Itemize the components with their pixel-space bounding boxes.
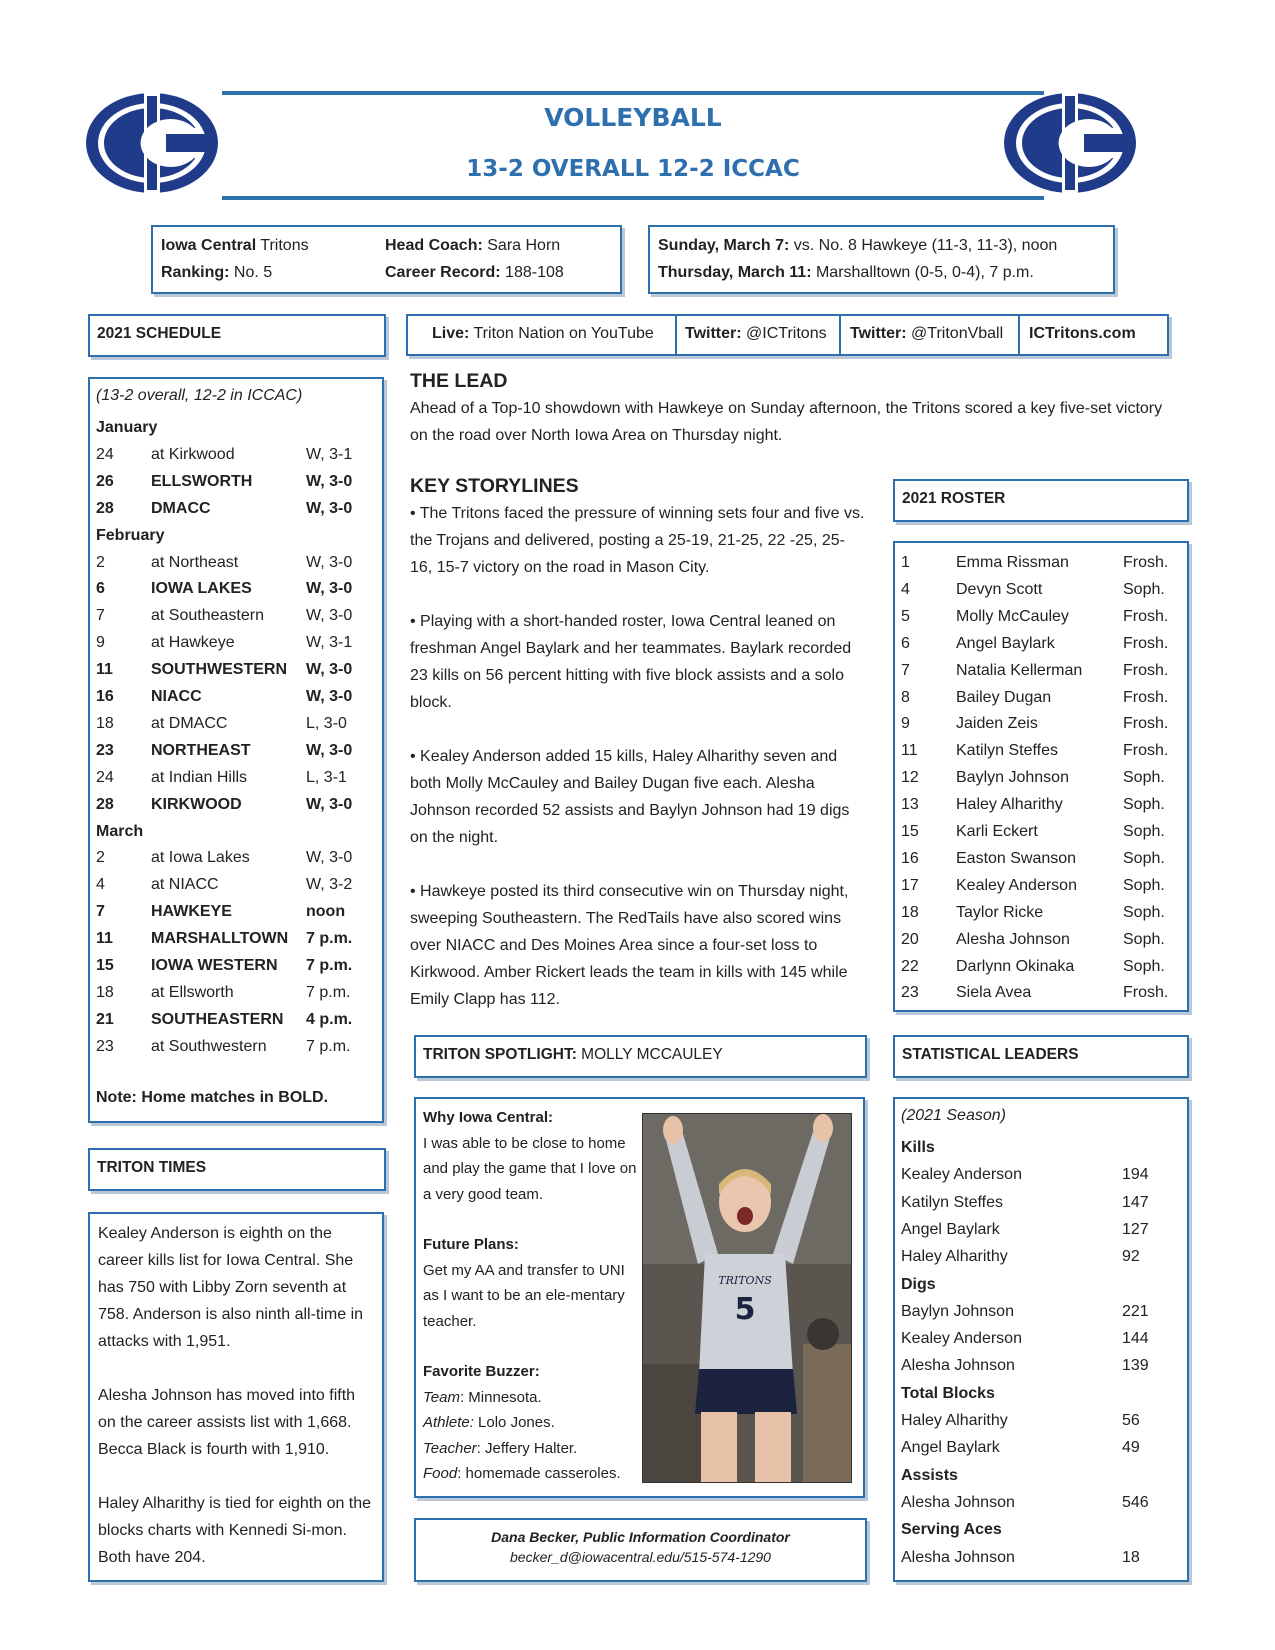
roster-name: Jaiden Zeis	[956, 715, 1038, 733]
leader-value: 49	[1122, 1439, 1140, 1457]
roster-name: Angel Baylark	[956, 634, 1055, 652]
roster-row	[901, 872, 1181, 899]
leader-value: 144	[1122, 1330, 1149, 1348]
buzzer-food: Food: homemade casseroles.	[423, 1465, 621, 1482]
schedule-home-note: Note: Home matches in BOLD.	[96, 1089, 329, 1106]
schedule-row	[96, 952, 376, 979]
schedule-month-label: March	[96, 822, 144, 840]
schedule-row	[96, 925, 376, 952]
leaders-category-label: Serving Aces	[901, 1521, 1002, 1539]
spotlight-box	[414, 1097, 865, 1498]
leaders-row	[901, 1216, 1181, 1243]
schedule-day: 16	[96, 688, 114, 705]
lead-text: Ahead of a Top-10 showdown with Hawkeye on Sunday afternoon, the Tritons scored a key five-set victory on the road over North Iowa Area on Thursday night.	[410, 400, 1163, 444]
triton-times-box	[88, 1212, 384, 1582]
leader-name: Angel Baylark	[901, 1220, 1000, 1238]
roster-year: Soph.	[1123, 930, 1165, 948]
schedule-row	[96, 764, 376, 791]
roster-number: 15	[901, 823, 919, 840]
roster-row	[901, 845, 1181, 872]
schedule-day: 4	[96, 876, 105, 894]
roster-name: Kealey Anderson	[956, 876, 1077, 894]
lead-section	[410, 370, 1170, 449]
leaders-category-label: Assists	[901, 1466, 958, 1484]
schedule-day: 2	[96, 849, 105, 867]
leaders-row	[901, 1161, 1181, 1188]
schedule-opponent: KIRKWOOD	[151, 795, 242, 813]
roster-number: 11	[901, 742, 918, 760]
twitter-tritonvball-link[interactable]: Twitter: @TritonVball	[850, 325, 1004, 342]
schedule-row	[96, 737, 376, 764]
roster-year: Soph.	[1123, 876, 1165, 894]
schedule-opponent: HAWKEYE	[151, 903, 232, 921]
schedule-opponent: at Southeastern	[151, 607, 264, 625]
roster-name: Emma Rissman	[956, 554, 1069, 571]
leader-name: Baylyn Johnson	[901, 1302, 1014, 1320]
leader-name: Kealey Anderson	[901, 1166, 1022, 1184]
roster-name: Baylyn Johnson	[956, 769, 1069, 787]
plans-text: Get my AA and transfer to UNI as I want to be an ele-mentary teacher.	[423, 1261, 625, 1330]
roster-year: Soph.	[1123, 796, 1165, 814]
media-links-bar	[406, 314, 1169, 356]
roster-name: Siela Avea	[956, 984, 1032, 1002]
roster-number: 6	[901, 634, 910, 652]
triton-times-paragraph: Haley Alharithy is tied for eighth on the blocks charts with Kennedi Si-mon. Both have 204.	[98, 1495, 372, 1566]
schedule-result: W, 3-0	[306, 741, 353, 759]
leaders-category	[901, 1516, 1181, 1543]
schedule-day: 24	[96, 768, 114, 786]
triton-times-heading: TRITON TIMES	[88, 1148, 386, 1191]
schedule-result: 4 p.m.	[306, 1010, 353, 1028]
schedule-opponent: IOWA WESTERN	[151, 957, 278, 974]
schedule-opponent: SOUTHWESTERN	[151, 661, 287, 679]
spotlight-qa	[423, 1105, 643, 1487]
why-text: I was able to be close to home and play the game that I love on a very good team.	[423, 1134, 637, 1203]
schedule-opponent: DMACC	[151, 499, 211, 517]
leaders-category	[901, 1380, 1181, 1407]
leaders-row	[901, 1298, 1181, 1325]
leaders-list	[901, 1134, 1181, 1574]
spotlight-heading: TRITON SPOTLIGHT: MOLLY MCCAULEY	[414, 1035, 867, 1078]
schedule-opponent: ELLSWORTH	[151, 472, 253, 490]
schedule-result: L, 3-1	[306, 768, 347, 786]
roster-row	[901, 899, 1181, 926]
schedule-opponent: at Hawkeye	[151, 634, 235, 652]
jersey-text: TRITONS	[718, 1274, 772, 1287]
schedule-row	[96, 871, 376, 898]
schedule-row	[96, 1033, 376, 1060]
leader-name: Alesha Johnson	[901, 1357, 1015, 1375]
roster-name: Devyn Scott	[956, 580, 1043, 598]
schedule-day: 11	[96, 661, 113, 679]
schedule-result: W, 3-1	[306, 634, 353, 652]
jersey-number: 5	[734, 1292, 756, 1327]
storyline-item: • Hawkeye posted its third consecutive win on Thursday night, sweeping Southeastern. The RedTails have also scored wins over NIACC and Des Moines Area since a four-set loss to Kirkwood. Amber Rickert leads the team in kills with 145 while Emily Clapp has 112.	[410, 883, 849, 1008]
triton-times-paragraph: Kealey Anderson is eighth on the career kills list for Iowa Central. She has 750 with Libby Zorn seventh at 758. Anderson is also ninth all-time in attacks with 1,951.	[98, 1225, 364, 1350]
schedule-record-note: (13-2 overall, 12-2 in ICCAC)	[96, 387, 303, 404]
roster-year: Frosh.	[1123, 554, 1169, 571]
schedule-result: 7 p.m.	[306, 930, 353, 948]
roster-year: Soph.	[1123, 957, 1165, 975]
roster-number: 23	[901, 984, 919, 1002]
leaders-category	[901, 1134, 1181, 1161]
media-divider	[1018, 316, 1020, 354]
roster-year: Soph.	[1123, 580, 1165, 598]
roster-year: Frosh.	[1123, 984, 1169, 1002]
schedule-row	[96, 1006, 376, 1033]
roster-number: 22	[901, 957, 919, 975]
schedule-row	[96, 468, 376, 495]
storyline-item: • Kealey Anderson added 15 kills, Haley Alharithy seven and both Molly McCauley and Bailey Dugan five each. Alesha Johnson recorded 52 assists and Baylyn Johnson had 19 digs on the night.	[410, 748, 850, 846]
roster-name: Taylor Ricke	[956, 903, 1044, 921]
schedule-result: W, 3-0	[306, 553, 353, 571]
schedule-row	[96, 441, 376, 468]
schedule-opponent: at Iowa Lakes	[151, 849, 250, 867]
storyline-item: • The Tritons faced the pressure of winning sets four and five vs. the Trojans and delivered, posting a 25-19, 21-25, 22 -25, 25-16, 15-7 victory on the road in Mason City.	[410, 505, 865, 576]
roster-number: 5	[901, 607, 910, 625]
upcoming-games-box	[648, 225, 1115, 294]
storyline-item: • Playing with a short-handed roster, Iowa Central leaned on freshman Angel Baylark and her teammates. Baylark recorded 23 kills on 56 percent hitting with five block assists and a solo block.	[410, 613, 852, 711]
contact-info: becker_d@iowacentral.edu/515-574-1290	[510, 1549, 771, 1565]
schedule-day: 7	[96, 903, 105, 921]
leaders-row	[901, 1544, 1181, 1571]
roster-year: Frosh.	[1123, 742, 1169, 760]
schedule-opponent: at Kirkwood	[151, 445, 235, 463]
upcoming-game-1: Sunday, March 7: vs. No. 8 Hawkeye (11-3, 11-3), noon	[658, 237, 1058, 254]
leaders-season: (2021 Season)	[901, 1107, 1006, 1124]
schedule-result: W, 3-0	[306, 607, 353, 625]
roster-heading: 2021 ROSTER	[893, 479, 1189, 522]
schedule-opponent: at DMACC	[151, 714, 228, 732]
schedule-opponent: at Indian Hills	[151, 768, 248, 786]
roster-row	[901, 953, 1181, 980]
leaders-row	[901, 1434, 1181, 1461]
media-divider	[839, 316, 841, 354]
page-subtitle: 13-2 OVERALL 12-2 ICCAC	[466, 156, 800, 182]
schedule-day: 9	[96, 634, 105, 652]
schedule-result: W, 3-0	[306, 795, 353, 813]
storylines-section	[410, 475, 865, 1013]
roster-year: Frosh.	[1123, 607, 1169, 625]
schedule-box	[88, 377, 384, 1123]
why-label: Why Iowa Central:	[423, 1109, 554, 1126]
schedule-day: 24	[96, 445, 114, 463]
roster-number: 18	[901, 903, 919, 921]
roster-number: 9	[901, 715, 910, 733]
schedule-result: W, 3-0	[306, 499, 353, 517]
roster-name: Easton Swanson	[956, 849, 1077, 867]
schedule-day: 18	[96, 714, 114, 732]
roster-row	[901, 764, 1181, 791]
page-title: VOLLEYBALL	[544, 103, 722, 132]
plans-label: Future Plans:	[423, 1236, 519, 1253]
schedule-month-label: January	[96, 419, 158, 436]
schedule-result: W, 3-2	[306, 876, 353, 894]
schedule-row	[96, 656, 376, 683]
leaders-row	[901, 1243, 1181, 1270]
roster-row	[901, 926, 1181, 953]
schedule-day: 21	[96, 1010, 114, 1028]
schedule-row	[96, 898, 376, 925]
schedule-result: 7 p.m.	[306, 983, 351, 1001]
buzzer-athlete: Athlete: Lolo Jones.	[423, 1414, 555, 1431]
leaders-row	[901, 1407, 1181, 1434]
storylines-heading: KEY STORYLINES	[410, 475, 579, 497]
team-info-box	[151, 225, 622, 294]
schedule-month	[96, 414, 376, 441]
roster-name: Katilyn Steffes	[956, 742, 1058, 760]
leader-value: 127	[1122, 1220, 1149, 1238]
schedule-opponent: MARSHALLTOWN	[151, 930, 289, 948]
buzzer-teacher: Teacher: Jeffery Halter.	[423, 1439, 578, 1457]
roster-row	[901, 791, 1181, 818]
head-coach: Head Coach: Sara Horn	[385, 237, 561, 254]
leader-value: 56	[1122, 1412, 1140, 1429]
schedule-row	[96, 979, 376, 1006]
schedule-day: 28	[96, 499, 114, 517]
roster-row	[901, 737, 1181, 764]
roster-year: Frosh.	[1123, 715, 1169, 733]
leader-value: 92	[1122, 1248, 1140, 1266]
roster-row	[901, 576, 1181, 603]
schedule-opponent: at NIACC	[151, 876, 219, 894]
roster-year: Frosh.	[1123, 688, 1169, 706]
leaders-category	[901, 1462, 1181, 1489]
schedule-result: 7 p.m.	[306, 957, 353, 974]
career-record: Career Record: 188-108	[385, 264, 564, 281]
schedule-row	[96, 683, 376, 710]
schedule-day: 28	[96, 795, 114, 813]
leaders-row	[901, 1189, 1181, 1216]
schedule-day: 18	[96, 983, 114, 1001]
player-photo	[642, 1113, 852, 1483]
schedule-result: W, 3-0	[306, 849, 353, 867]
schedule-result: W, 3-0	[306, 688, 353, 705]
schedule-day: 23	[96, 741, 114, 759]
schedule-day: 15	[96, 957, 114, 974]
leaders-box	[893, 1097, 1189, 1582]
roster-number: 20	[901, 930, 919, 948]
leaders-heading: STATISTICAL LEADERS	[893, 1035, 1189, 1078]
upcoming-game-2: Thursday, March 11: Marshalltown (0-5, 0-4), 7 p.m.	[658, 264, 1034, 281]
roster-year: Frosh.	[1123, 661, 1169, 679]
leader-name: Haley Alharithy	[901, 1248, 1008, 1266]
leader-value: 139	[1122, 1357, 1149, 1375]
roster-year: Soph.	[1123, 823, 1165, 840]
roster-year: Frosh.	[1123, 634, 1169, 652]
leaders-row	[901, 1489, 1181, 1516]
roster-year: Soph.	[1123, 903, 1165, 921]
leader-name: Alesha Johnson	[901, 1493, 1015, 1511]
roster-number: 4	[901, 580, 910, 598]
roster-name: Natalia Kellerman	[956, 661, 1083, 679]
schedule-opponent: at Ellsworth	[151, 983, 234, 1001]
schedule-opponent: IOWA LAKES	[151, 580, 252, 598]
schedule-result: W, 3-0	[306, 580, 353, 598]
header-rule-bottom	[222, 196, 1044, 200]
schedule-opponent: NIACC	[151, 688, 202, 705]
leader-name: Alesha Johnson	[901, 1548, 1015, 1566]
roster-row	[901, 710, 1181, 737]
schedule-row	[96, 629, 376, 656]
schedule-row	[96, 495, 376, 522]
schedule-month	[96, 522, 376, 549]
roster-number: 12	[901, 769, 919, 787]
schedule-row	[96, 575, 376, 602]
leader-value: 147	[1122, 1193, 1149, 1211]
schedule-day: 7	[96, 607, 105, 625]
schedule-result: W, 3-1	[306, 445, 353, 463]
header-rule-top	[222, 91, 1044, 95]
leaders-category-label: Digs	[901, 1275, 936, 1293]
schedule-opponent: at Northeast	[151, 553, 239, 571]
leader-name: Katilyn Steffes	[901, 1193, 1003, 1211]
schedule-heading: 2021 SCHEDULE	[88, 314, 386, 357]
schedule-row	[96, 549, 376, 576]
schedule-day: 2	[96, 553, 105, 571]
schedule-day: 6	[96, 580, 105, 598]
roster-year: Soph.	[1123, 769, 1165, 787]
twitter-ictritons-link[interactable]: Twitter: @ICTritons	[685, 325, 827, 342]
roster-number: 8	[901, 688, 910, 706]
schedule-month-label: February	[96, 526, 165, 544]
schedule-row	[96, 710, 376, 737]
leader-value: 194	[1122, 1166, 1149, 1184]
leader-name: Kealey Anderson	[901, 1330, 1022, 1348]
live-stream-link[interactable]: Live: Triton Nation on YouTube	[432, 325, 654, 342]
roster-box	[893, 541, 1189, 1012]
roster-name: Darlynn Okinaka	[956, 957, 1075, 975]
roster-year: Soph.	[1123, 849, 1165, 867]
schedule-result: noon	[306, 903, 346, 921]
schedule-row	[96, 791, 376, 818]
lead-heading: THE LEAD	[410, 370, 508, 392]
roster-row	[901, 630, 1181, 657]
roster-row	[901, 549, 1181, 576]
roster-name: Molly McCauley	[956, 607, 1069, 625]
schedule-list	[96, 414, 376, 1064]
leaders-category-label: Total Blocks	[901, 1384, 995, 1402]
roster-row	[901, 684, 1181, 711]
roster-name: Haley Alharithy	[956, 796, 1063, 814]
roster-row	[901, 979, 1181, 1006]
schedule-result: W, 3-0	[306, 661, 353, 679]
leader-value: 18	[1122, 1548, 1140, 1566]
leaders-row	[901, 1325, 1181, 1352]
schedule-row	[96, 602, 376, 629]
roster-number: 1	[901, 554, 910, 571]
roster-row	[901, 603, 1181, 630]
schedule-month	[96, 818, 376, 845]
leaders-category	[901, 1271, 1181, 1298]
leader-name: Haley Alharithy	[901, 1412, 1008, 1429]
contact-box	[414, 1518, 867, 1582]
roster-name: Alesha Johnson	[956, 930, 1070, 948]
leaders-category-label: Kills	[901, 1139, 935, 1156]
team-name: Iowa Central Tritons	[161, 237, 309, 254]
team-ranking: Ranking: No. 5	[161, 264, 273, 281]
roster-number: 7	[901, 661, 910, 679]
schedule-day: 26	[96, 472, 114, 490]
schedule-opponent: NORTHEAST	[151, 741, 251, 759]
leaders-row	[901, 1352, 1181, 1379]
schedule-day: 11	[96, 930, 113, 948]
roster-number: 17	[901, 876, 919, 894]
contact-name: Dana Becker, Public Information Coordinator	[491, 1529, 790, 1545]
schedule-opponent: at Southwestern	[151, 1037, 267, 1055]
schedule-day: 23	[96, 1037, 114, 1055]
roster-number: 16	[901, 849, 919, 867]
leader-name: Angel Baylark	[901, 1439, 1000, 1457]
schedule-result: 7 p.m.	[306, 1037, 351, 1055]
roster-row	[901, 818, 1181, 845]
roster-row	[901, 657, 1181, 684]
roster-name: Karli Eckert	[956, 823, 1038, 840]
website-link[interactable]: ICTritons.com	[1029, 325, 1136, 342]
buzzer-label: Favorite Buzzer:	[423, 1363, 540, 1380]
buzzer-team: Team: Minnesota.	[423, 1388, 542, 1406]
schedule-row	[96, 844, 376, 871]
ic-logo-left-icon	[82, 88, 222, 198]
leader-value: 221	[1122, 1302, 1149, 1320]
roster-list	[901, 549, 1181, 1009]
schedule-result: L, 3-0	[306, 714, 347, 732]
schedule-result: W, 3-0	[306, 472, 353, 490]
roster-name: Bailey Dugan	[956, 688, 1052, 706]
roster-number: 13	[901, 796, 919, 814]
leader-value: 546	[1122, 1493, 1149, 1511]
schedule-opponent: SOUTHEASTERN	[151, 1010, 284, 1028]
triton-times-paragraph: Alesha Johnson has moved into fifth on the career assists list with 1,668. Becca Black is fourth with 1,910.	[98, 1387, 356, 1458]
